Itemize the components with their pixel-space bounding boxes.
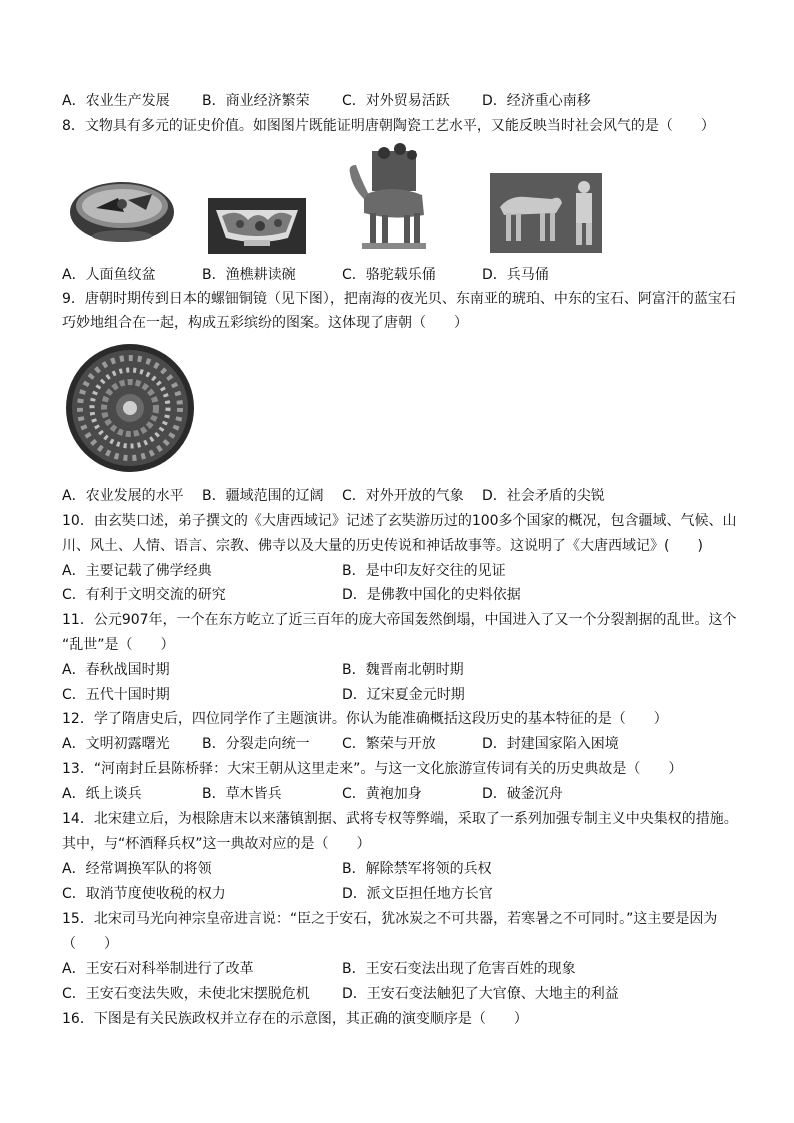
q14-option-c: C．取消节度使收税的权力: [62, 886, 226, 902]
q8-stem: 8．文物具有多元的证史价值。如图图片既能证明唐朝陶瓷工艺水平，又能反映当时社会风气的是（ ）: [62, 118, 715, 134]
q8-option-d: D．兵马俑: [482, 267, 549, 283]
q14-option-a: A．经常调换军队的将领: [62, 861, 212, 877]
q11-option-a: A．春秋战国时期: [62, 662, 170, 678]
q7-option-c: C．对外贸易活跃: [342, 93, 450, 109]
fisher-woodcutter-bowl-image: [208, 198, 306, 254]
q13-option-c: C．黄袍加身: [342, 786, 422, 802]
q9-option-a: A．农业发展的水平: [62, 488, 184, 504]
q11-option-c: C．五代十国时期: [62, 687, 170, 703]
q12-option-b: B．分裂走向统一: [202, 736, 310, 752]
face-fish-basin-image: [66, 176, 178, 256]
q11-option-d: D．辽宋夏金元时期: [342, 687, 465, 703]
q7-option-b: B．商业经济繁荣: [202, 93, 310, 109]
camel-music-figurine-image: [342, 143, 436, 255]
q15-stem-line-1: 15．北宋司马光向神宗皇帝进言说：“臣之于安石，犹冰炭之不可共器，若寒暑之不可同时。”这主要是因为: [62, 911, 718, 927]
q12-option-c: C．繁荣与开放: [342, 736, 436, 752]
terracotta-warriors-image: [490, 173, 602, 253]
q9-option-b: B．疆域范围的辽阔: [202, 488, 324, 504]
q15-stem-line-2: （ ）: [62, 936, 118, 952]
q13-option-b: B．草木皆兵: [202, 786, 282, 802]
q9-stem-line-2: 巧妙地组合在一起，构成五彩缤纷的图案。这体现了唐朝（ ）: [62, 315, 468, 331]
q9-stem-line-1: 9．唐朝时期传到日本的螺钿铜镜（见下图），把南海的夜光贝、东南亚的琥珀、中东的宝石、阿富汗的蓝宝石: [62, 291, 736, 307]
q12-option-a: A．文明初露曙光: [62, 736, 170, 752]
q13-stem: 13．“河南封丘县陈桥驿：大宋王朝从这里走来”。与这一文化旅游宣传词有关的历史典故是（ ）: [62, 761, 683, 777]
q10-option-a: A．主要记载了佛学经典: [62, 563, 212, 579]
q10-option-b: B．是中印友好交往的见证: [342, 563, 506, 579]
q10-stem-line-2: 川、风土、人情、语言、宗教、佛寺以及大量的历史传说和神话故事等。这说明了《大唐西域记》( ): [62, 538, 703, 554]
q8-option-c: C．骆驼载乐俑: [342, 267, 436, 283]
q13-option-a: A．纸上谈兵: [62, 786, 142, 802]
q10-option-c: C．有利于文明交流的研究: [62, 587, 226, 603]
q15-option-a: A．王安石对科举制进行了改革: [62, 961, 254, 977]
q16-stem: 16．下图是有关民族政权并立存在的示意图，其正确的演变顺序是（ ）: [62, 1011, 528, 1027]
q15-option-b: B．王安石变法出现了危害百姓的现象: [342, 961, 576, 977]
q11-stem-line-1: 11．公元907年，一个在东方屹立了近三百年的庞大帝国轰然倒塌，中国进入了又一个分裂割据的乱世。这个: [62, 612, 737, 628]
q11-stem-line-2: “乱世”是（ ）: [62, 637, 175, 653]
q11-option-b: B．魏晋南北朝时期: [342, 662, 464, 678]
q9-option-c: C．对外开放的气象: [342, 488, 464, 504]
q14-option-d: D．派文臣担任地方长官: [342, 886, 493, 902]
q12-option-d: D．封建国家陷入困境: [482, 736, 619, 752]
mother-of-pearl-mirror-image: [64, 342, 196, 474]
q12-stem: 12．学了隋唐史后，四位同学作了主题演讲。你认为能准确概括这段历史的基本特征的是（ ）: [62, 711, 668, 727]
q10-option-d: D．是佛教中国化的史料依据: [342, 587, 521, 603]
q15-option-c: C．王安石变法失败，未使北宋摆脱危机: [62, 986, 310, 1002]
q14-stem-line-1: 14．北宋建立后，为根除唐末以来藩镇割据、武将专权等弊端，采取了一系列加强专制主义中央集权的措施。: [62, 811, 738, 827]
q15-option-d: D．王安石变法触犯了大官僚、大地主的利益: [342, 986, 619, 1002]
q14-option-b: B．解除禁军将领的兵权: [342, 861, 492, 877]
q8-option-b: B．渔樵耕读碗: [202, 267, 296, 283]
q14-stem-line-2: 其中，与“杯酒释兵权”这一典故对应的是（ ）: [62, 836, 371, 852]
q13-option-d: D．破釜沉舟: [482, 786, 563, 802]
q10-stem-line-1: 10．由玄奘口述，弟子撰文的《大唐西域记》记述了玄奘游历过的100多个国家的概况，包含疆域、气候、山: [62, 513, 737, 529]
q7-option-d: D．经济重心南移: [482, 93, 591, 109]
q7-option-a: A．农业生产发展: [62, 93, 170, 109]
q9-option-d: D．社会矛盾的尖锐: [482, 488, 605, 504]
q8-option-a: A．人面鱼纹盆: [62, 267, 156, 283]
